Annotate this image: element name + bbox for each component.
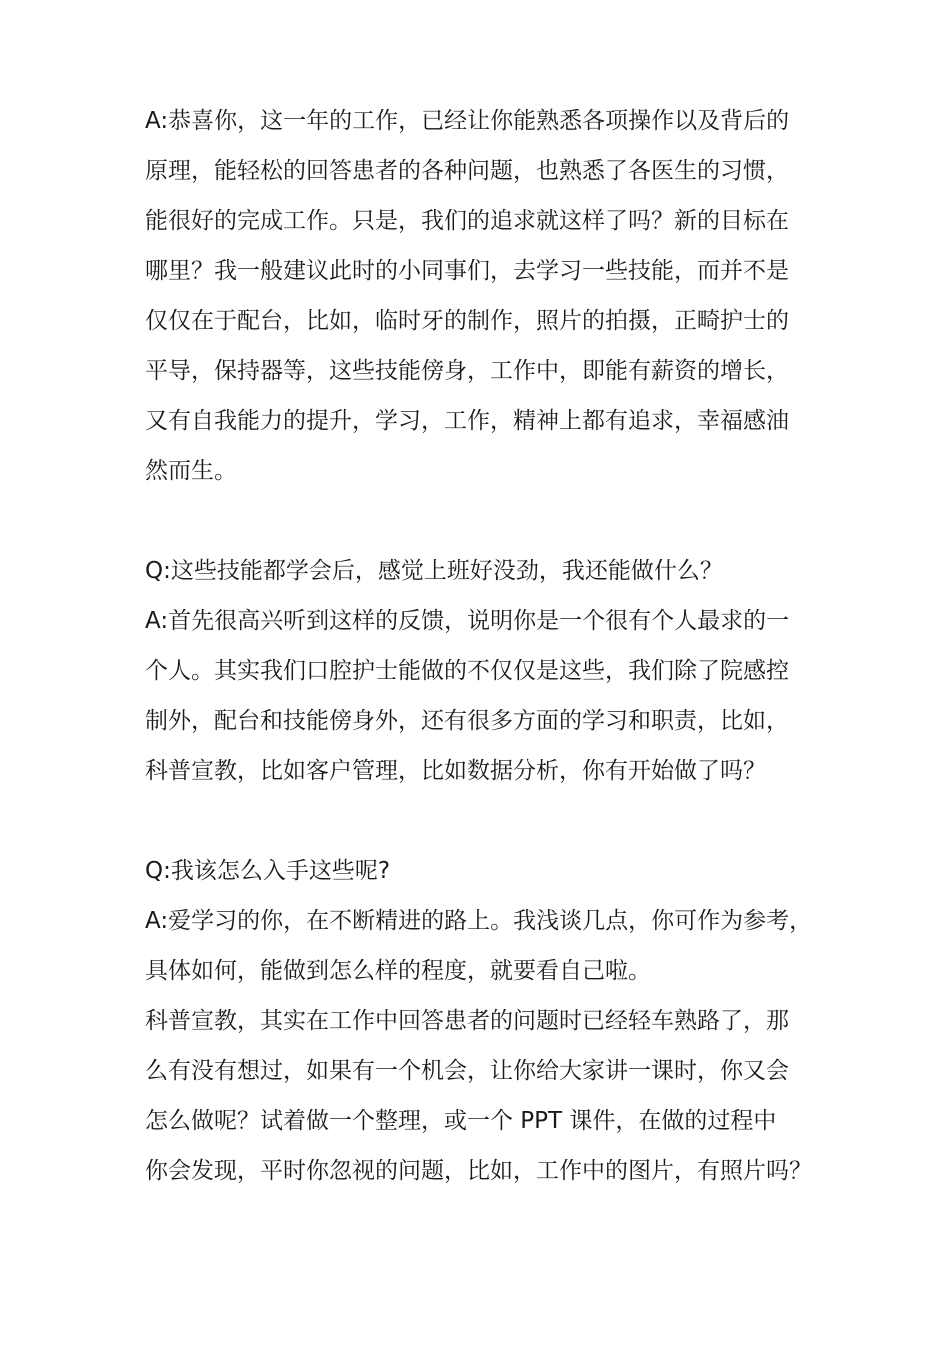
text-line: 哪里？我一般建议此时的小同事们，去学习一些技能，而并不是 <box>145 258 789 284</box>
paragraph-spacer <box>145 796 825 846</box>
answer-line: A:首先很高兴听到这样的反馈，说明你是一个很有个人最求的一 <box>145 608 790 634</box>
answer-line: A:爱学习的你，在不断精进的路上。我浅谈几点，你可作为参考， <box>145 908 813 934</box>
text-line: 仅仅在于配台，比如，临时牙的制作，照片的拍摄，正畸护士的 <box>145 308 789 334</box>
text-line: 原理，能轻松的回答患者的各种问题，也熟悉了各医生的习惯， <box>145 158 789 184</box>
text-line: 怎么做呢？试着做一个整理，或一个 PPT 课件，在做的过程中 <box>145 1108 777 1134</box>
text-line: 你会发现，平时你忽视的问题，比如，工作中的图片，有照片吗？ <box>145 1158 812 1184</box>
text-line: 能很好的完成工作。只是，我们的追求就这样了吗？新的目标在 <box>145 208 789 234</box>
paragraph-spacer <box>145 496 825 546</box>
question-line: Q:这些技能都学会后，感觉上班好没劲，我还能做什么？ <box>145 558 723 584</box>
text-line: A:恭喜你，这一年的工作，已经让你能熟悉各项操作以及背后的 <box>145 108 790 134</box>
text-line: 么有没有想过，如果有一个机会，让你给大家讲一课时，你又会 <box>145 1058 789 1084</box>
text-line: 科普宣教，比如客户管理，比如数据分析，你有开始做了吗？ <box>145 758 766 784</box>
text-line: 具体如何，能做到怎么样的程度，就要看自己啦。 <box>145 958 651 984</box>
text-line: 个人。其实我们口腔护士能做的不仅仅是这些，我们除了院感控 <box>145 658 789 684</box>
question-line: Q:我该怎么入手这些呢? <box>145 858 391 884</box>
text-line: 平导，保持器等，这些技能傍身，工作中，即能有薪资的增长， <box>145 358 789 384</box>
text-line: 制外，配台和技能傍身外，还有很多方面的学习和职责，比如， <box>145 708 789 734</box>
text-line: 又有自我能力的提升，学习，工作，精神上都有追求，幸福感油 <box>145 408 789 434</box>
text-line: 科普宣教，其实在工作中回答患者的问题时已经轻车熟路了，那 <box>145 1008 789 1034</box>
document-body <box>145 96 825 1196</box>
text-line: 然而生。 <box>145 458 237 484</box>
